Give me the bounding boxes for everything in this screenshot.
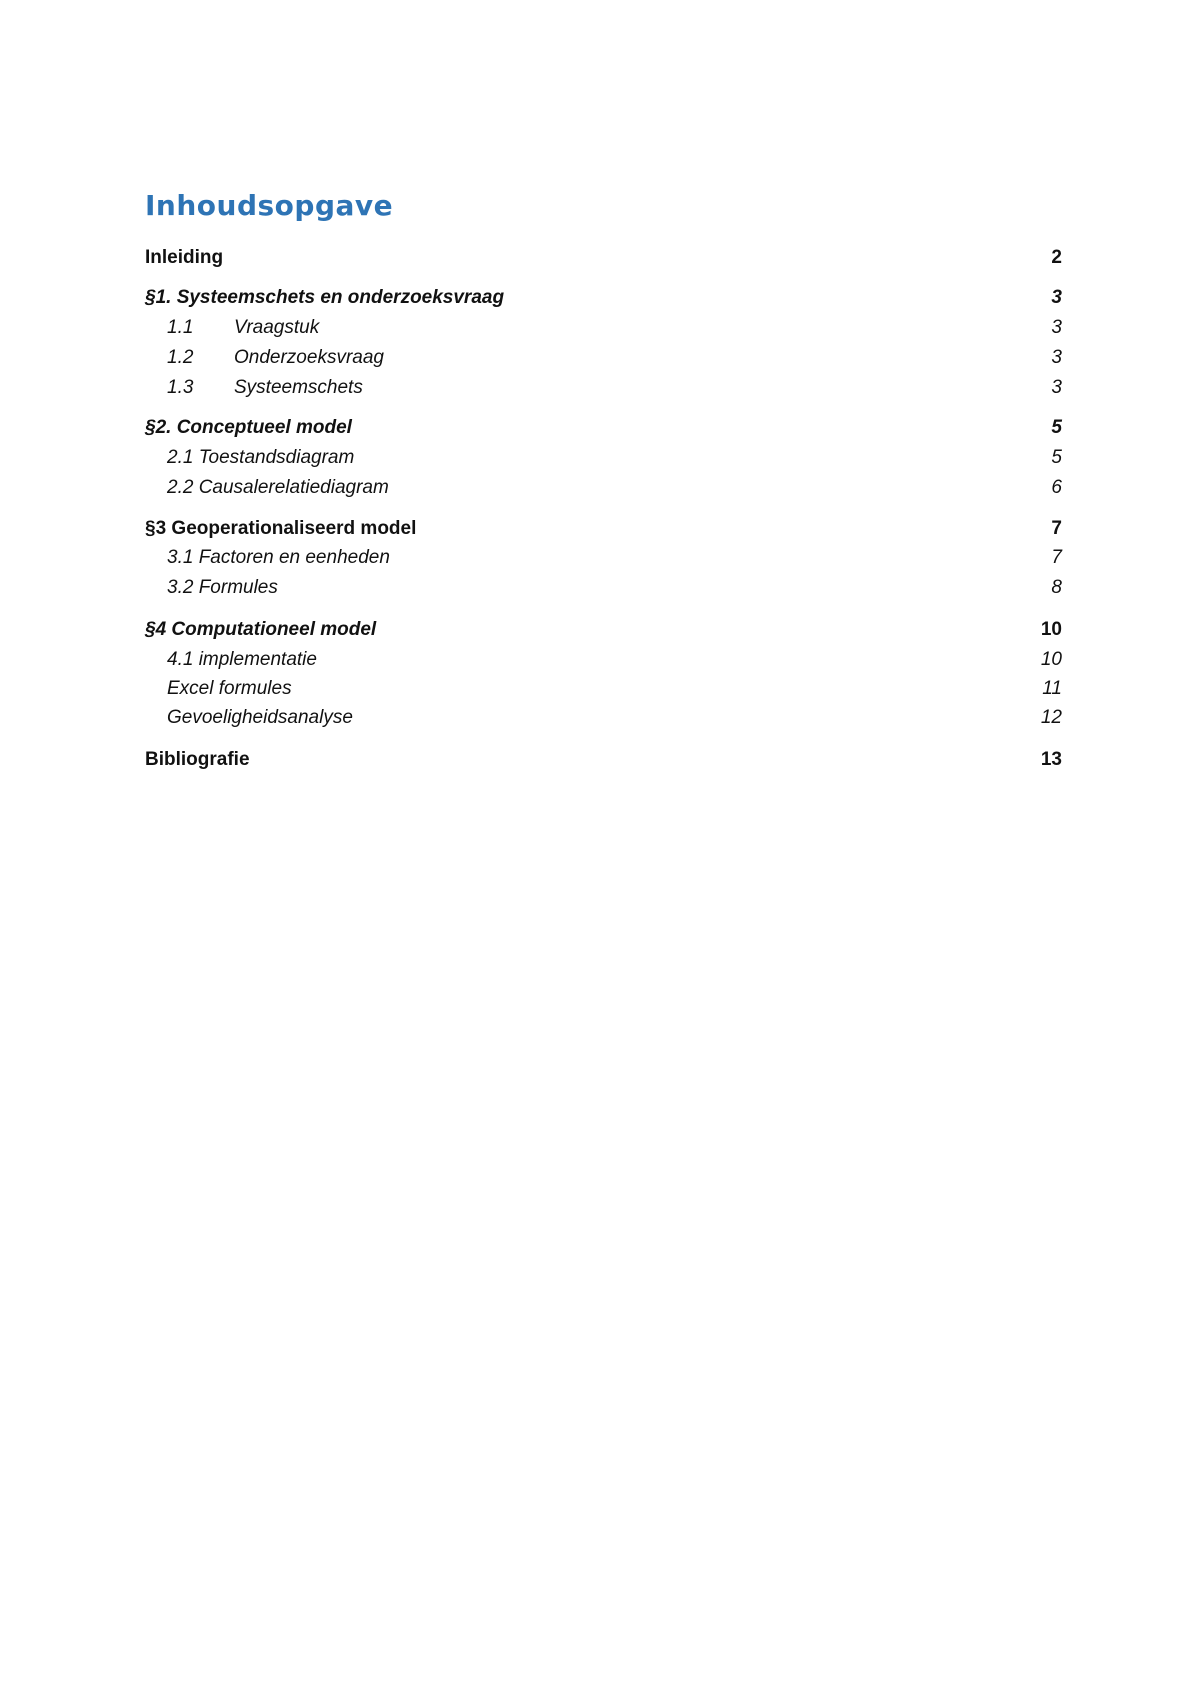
toc-entry-label: Onderzoeksvraag [234,347,384,368]
toc-entry-number: 1.2 [167,347,194,368]
toc-entry-label: Inleiding [145,247,224,268]
toc-entry-section-1[interactable] [145,285,1062,311]
toc-entry-4-1[interactable] [145,647,1062,673]
toc-entry-label: §3 Geoperationaliseerd model [145,518,417,539]
toc-entry-label: Excel formules [167,678,292,699]
toc-entry-2-1[interactable] [145,445,1062,471]
toc-entry-page: 3 [1051,377,1062,398]
toc-entry-page: 2 [1051,247,1062,268]
toc-entry-section-3[interactable] [145,516,1062,542]
toc-entry-page: 13 [1040,749,1062,770]
toc-entry-page: 8 [1051,577,1062,598]
toc-entry-label: 3.2 Formules [167,577,278,598]
toc-entry-page: 6 [1051,477,1062,498]
toc-entry-label: Gevoeligheidsanalyse [167,707,353,728]
toc-entry-label: 4.1 implementatie [167,649,317,670]
toc-entry-page: 7 [1051,518,1062,539]
toc-entry-1-3[interactable] [145,375,1062,401]
toc-entry-page: 3 [1051,317,1062,338]
toc-entry-page: 7 [1051,547,1062,568]
toc-entry-label: §1. Systeemschets en onderzoeksvraag [145,287,505,308]
toc-entry-gevoeligheidsanalyse[interactable] [145,705,1062,731]
toc-entry-1-1[interactable] [145,315,1062,341]
toc-entry-page: 12 [1040,707,1062,728]
toc-entry-page: 3 [1051,287,1062,308]
toc-entry-label: 2.1 Toestandsdiagram [167,447,355,468]
toc-entry-label: §2. Conceptueel model [145,417,352,438]
toc-entry-section-2[interactable] [145,415,1062,441]
toc-entry-page: 10 [1040,649,1062,670]
toc-entry-label: Bibliografie [145,749,250,770]
toc-entry-page: 10 [1040,619,1062,640]
toc-entry-page: 5 [1051,417,1062,438]
toc-entry-label: 3.1 Factoren en eenheden [167,547,390,568]
toc-entry-number: 1.3 [167,377,194,398]
toc-entry-3-2[interactable] [145,575,1062,601]
toc-entry-1-2[interactable] [145,345,1062,371]
toc-entry-page: 3 [1051,347,1062,368]
toc-entry-2-2[interactable] [145,475,1062,501]
toc-entry-label: Systeemschets [234,377,363,398]
toc-entry-inleiding[interactable] [145,245,1062,271]
toc-entry-excel-formules[interactable] [145,676,1062,702]
toc-entry-label: Vraagstuk [234,317,320,338]
toc-entry-label: 2.2 Causalerelatiediagram [167,477,389,498]
toc-entry-page: 5 [1051,447,1062,468]
toc-entry-page: 11 [1042,678,1062,699]
toc-entry-label: §4 Computationeel model [145,619,377,640]
toc-entry-bibliografie[interactable] [145,747,1062,773]
toc-heading: Inhoudsopgave [145,189,394,222]
toc-entry-3-1[interactable] [145,545,1062,571]
toc-entry-section-4[interactable] [145,617,1062,643]
toc-entry-number: 1.1 [167,317,194,338]
